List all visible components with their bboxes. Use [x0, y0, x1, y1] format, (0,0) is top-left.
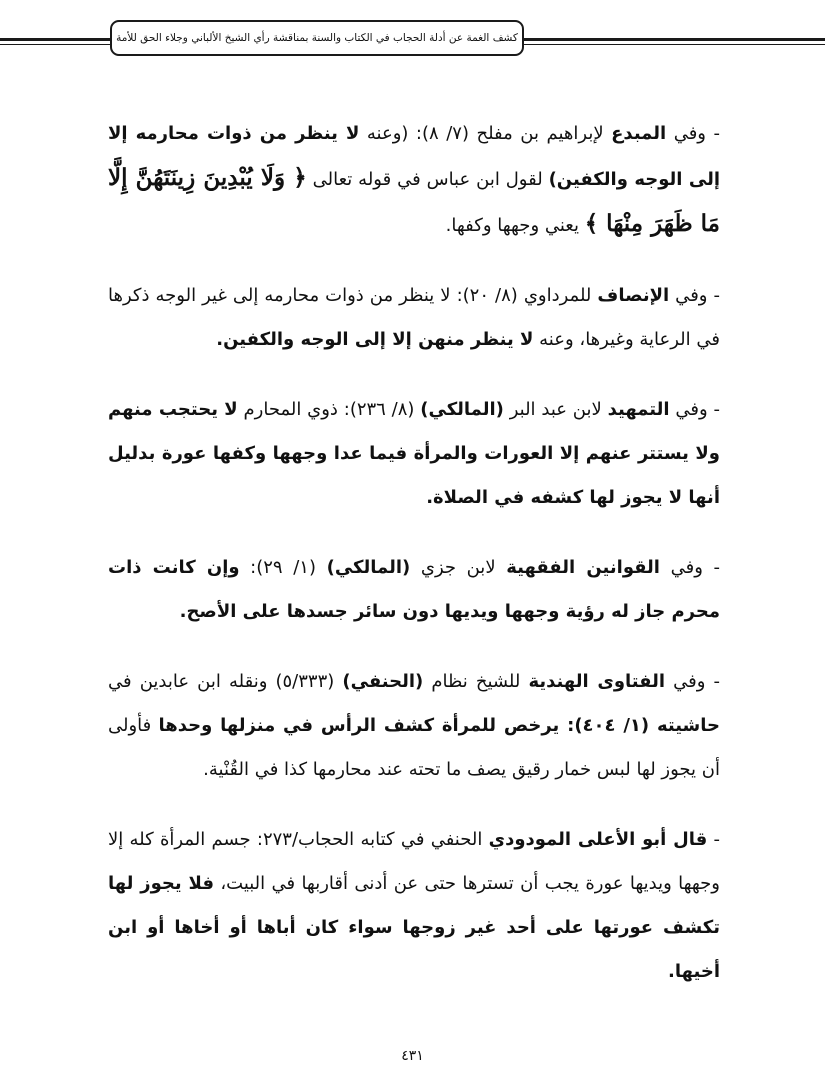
- text: (٨/ ٢٣٦): ذوي المحارم: [237, 399, 421, 420]
- book-name: المبدع: [611, 123, 667, 144]
- madhhab: (الحنفي): [342, 671, 424, 692]
- text: للشيخ نظام: [423, 671, 529, 692]
- paragraph-hindiyya: [108, 660, 720, 792]
- book-name: الإنصاف: [597, 285, 670, 306]
- paragraph-tamhid: [108, 388, 720, 520]
- page-number: ٤٣١: [401, 1048, 424, 1064]
- text: - وفي: [669, 285, 720, 306]
- book-name: القوانين الفقهية: [506, 557, 660, 578]
- emphasis: لا ينظر من ذوات محارمه إلا إلى الوجه والكفين): [108, 123, 721, 190]
- emphasis: فلا يجوز لها تكشف عورتها على أحد غير زوجها سواء كان أباها أو أخاها أو ابن أخيها.: [108, 873, 720, 982]
- madhhab: (المالكي): [420, 399, 504, 420]
- text: - وفي: [669, 399, 720, 420]
- text: يعني وجهها وكفها.: [445, 215, 585, 236]
- text: لإبراهيم بن مفلح (٧/ ٨): (وعنه: [359, 123, 612, 144]
- paragraph-insaf: [108, 274, 720, 362]
- text: (١/ ٢٩):: [239, 557, 327, 578]
- header-rule-left-thin: [0, 44, 112, 45]
- text: - وفي: [666, 123, 720, 144]
- text: فأولى أن يجوز لها لبس خمار رقيق يصف ما تحته عند محارمها كذا في القُنْية.: [108, 715, 720, 780]
- header-rule-left: [0, 38, 112, 41]
- madhhab: (المالكي): [326, 557, 411, 578]
- quran-verse: ﴿ وَلَا يُبْدِينَ زِينَتَهُنَّ إِلَّا مَا ظَهَرَ مِنْهَا ﴾: [108, 164, 720, 237]
- text: الحنفي في كتابه الحجاب/٢٧٣: جسم المرأة كله إلا وجهها ويديها عورة يجب أن تسترها حتى عن أدنى أقاربها في البيت،: [108, 829, 721, 894]
- emphasis: حاشيته (١/ ٤٠٤): يرخص للمرأة كشف الرأس في منزلها وحدها: [158, 715, 720, 736]
- author-name: قال أبو الأعلى المودودي: [488, 829, 708, 850]
- running-header: [110, 20, 524, 56]
- text: لابن عبد البر: [503, 399, 608, 420]
- paragraph-mawdudi: [108, 818, 720, 994]
- text: - وفي: [659, 557, 720, 578]
- emphasis: لا ينظر منهن إلا إلى الوجه والكفين.: [216, 329, 534, 350]
- header-rule-right-thin: [524, 44, 825, 45]
- book-name: الفتاوى الهندية: [528, 671, 666, 692]
- text: للمرداوي (٨/ ٢٠): لا ينظر من ذوات محارمه إلى غير الوجه ذكرها في الرعاية وغيرها، وعنه: [108, 285, 720, 350]
- text: لقول ابن عباس في قوله تعالى: [306, 169, 549, 190]
- page-body: [108, 112, 720, 1020]
- book-title: كشف الغمة عن أدلة الحجاب في الكتاب والسنة بمناقشة رأي الشيخ الألباني وجلاء الحق للأمة: [116, 32, 518, 44]
- text: - وفي: [665, 671, 720, 692]
- book-name: التمهيد: [607, 399, 670, 420]
- text: -: [707, 829, 720, 850]
- header-rule-right: [524, 38, 825, 41]
- paragraph-mubdi: [108, 112, 720, 248]
- paragraph-qawanin: [108, 546, 720, 634]
- text: (٥/٣٣٣) ونقله ابن عابدين في: [108, 671, 343, 692]
- emphasis: وإن كانت ذات محرم جاز له رؤية وجهها ويديها دون سائر جسدها على الأصح.: [108, 557, 720, 622]
- emphasis: لا يحتجب منهم ولا يستتر عنهم إلا العورات والمرأة فيما عدا وجهها وكفها عورة بدليل أنها لا يجوز لها كشفه في الصلاة.: [108, 399, 720, 508]
- text: لابن جزي: [410, 557, 507, 578]
